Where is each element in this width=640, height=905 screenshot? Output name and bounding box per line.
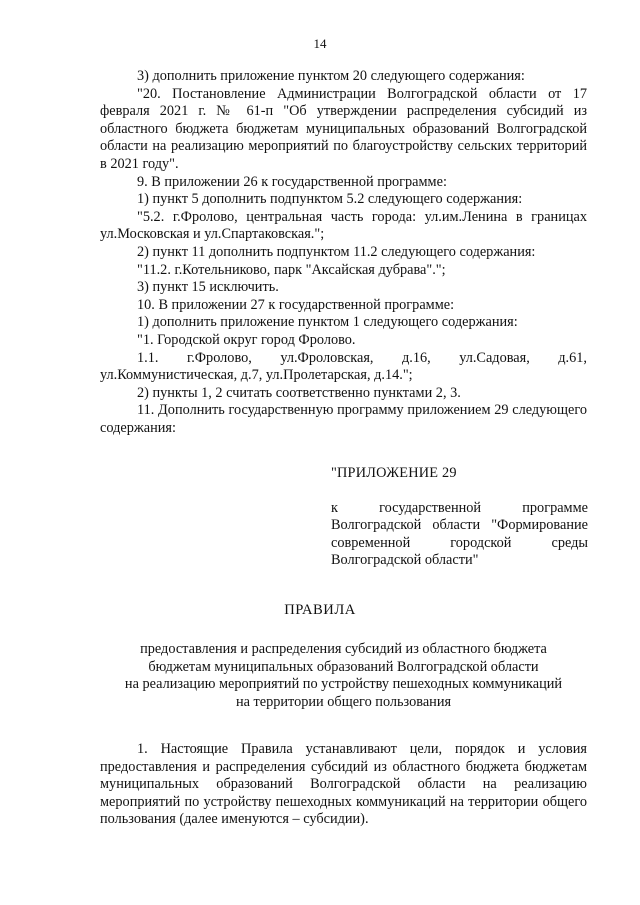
clause-1-text: 1. Настоящие Правила устанавливают цели, порядок и условия предоставления и распределения субсидий из областного бюджета бюджетам муниципальных образований Волгоградской области на реализацию мероприятий по устройству пешеходных коммуникаций на территории общего пользования (далее именуются – субсидии). [100,741,587,828]
paragraph-appendix-27: 10. В приложении 27 к государственной программе: [137,296,455,313]
appendix-block [331,465,588,570]
paragraph-item-3-append: 3) дополнить приложение пунктом 20 следующего содержания: [137,68,525,84]
page-number: 14 [313,36,327,51]
rules-subtitle-line: на реализацию мероприятий по устройству пешеходных коммуникаций [124,676,563,693]
rules-subtitle-line: бюджетам муниципальных образований Волгоградской области [148,658,539,675]
paragraph-item-5-2: 1) пункт 5 дополнить подпунктом 5.2 следующего содержания: [137,191,523,208]
rules-subtitle-line: на территории общего пользования [235,693,452,710]
paragraph-item-1-append: 1) дополнить приложение пунктом 1 следующего содержания: [137,314,518,331]
amendments-text [100,68,587,437]
paragraph-frolovo-streets: 1.1. г.Фролово, ул.Фроловская, д.16, ул.Садовая, д.61, ул.Коммунистическая, д.7, ул.Пролетарская, д.14."; [100,349,587,384]
rules-subtitle-line: предоставления и распределения субсидий из областного бюджета [140,641,547,657]
rules-heading: ПРАВИЛА [284,602,356,618]
paragraph-appendix-26: 9. В приложении 26 к государственной программе: [137,173,447,190]
paragraph-appendix-29-add: 11. Дополнить государственную программу приложением 29 следующего содержания: [100,402,587,436]
rules-clause-1 [100,741,587,829]
appendix-title: "ПРИЛОЖЕНИЕ 29 [331,465,457,481]
appendix-reference: к государственной программе Волгоградской области "Формирование современной городской среды Волгоградской области" [331,499,588,569]
paragraph-resolution-61p: "20. Постановление Администрации Волгоградской области от 17 февраля 2021 г. № 61-п "Об утверждении распределения субсидий из областного бюджета бюджетам муниципальных образований Волгоградской области на реализацию мероприятий по благоустройству сельских территорий в 2021 году". [100,85,587,172]
paragraph-frolovo-district: "1. Городской округ город Фролово. [137,331,356,348]
paragraph-frolovo-center: "5.2. г.Фролово, центральная часть города: ул.им.Ленина в границах ул.Московская и ул.Спартаковская."; [100,208,587,243]
paragraph-kotelnikovo-park: "11.2. г.Котельниково, парк "Аксайская дубрава"."; [137,261,446,278]
paragraph-renumber: 2) пункты 1, 2 считать соответственно пунктами 2, 3. [137,384,461,401]
paragraph-item-11-2: 2) пункт 11 дополнить подпунктом 11.2 следующего содержания: [137,243,536,260]
rules-subtitle [100,641,587,711]
paragraph-item-15-remove: 3) пункт 15 исключить. [137,279,279,296]
